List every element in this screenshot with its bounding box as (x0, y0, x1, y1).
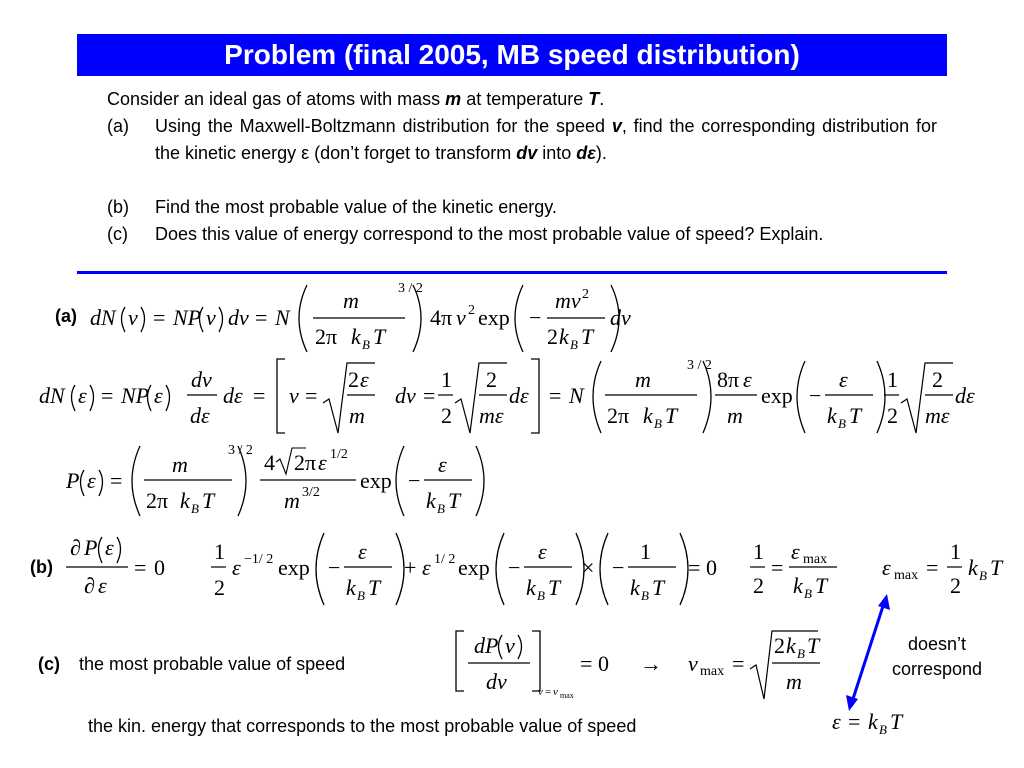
svg-text:=: = (110, 468, 123, 493)
equation-energy-transform (35, 355, 990, 440)
svg-text:4: 4 (264, 450, 275, 475)
svg-text:T: T (807, 633, 820, 658)
intro-part-3: . (599, 89, 605, 109)
svg-text:2π: 2π (607, 403, 630, 428)
svg-text:mε: mε (925, 403, 950, 428)
svg-text:B: B (641, 588, 649, 603)
svg-text:ε: ε (154, 383, 163, 408)
svg-text:T: T (581, 324, 594, 349)
item-b-text: Find the most probable value of the kinetic energy. (155, 197, 557, 217)
svg-text:T: T (373, 324, 386, 349)
svg-text:0: 0 (706, 555, 717, 580)
svg-text:=: = (101, 383, 114, 408)
svg-text:T: T (665, 403, 678, 428)
svg-text:3 / 2: 3 / 2 (398, 281, 423, 296)
svg-text:k: k (346, 575, 356, 600)
svg-text:ε: ε (882, 555, 891, 580)
svg-text:2: 2 (441, 403, 452, 428)
svg-text:=: = (255, 305, 268, 330)
note-line-1: doesn’t (907, 634, 967, 654)
svg-text:0: 0 (598, 651, 609, 676)
svg-text:1: 1 (441, 367, 452, 392)
part-c-text: the most probable value of speed (79, 654, 346, 674)
svg-text:=: = (545, 686, 552, 698)
svg-text:ε: ε (105, 535, 114, 560)
equation-derivative-zero (62, 525, 722, 610)
svg-text:ε: ε (87, 468, 96, 493)
svg-text:P: P (84, 535, 98, 560)
svg-text:v: v (456, 305, 466, 330)
equation-half-ratio (745, 533, 845, 603)
svg-text:k: k (643, 403, 653, 428)
svg-text:1: 1 (640, 539, 651, 564)
svg-text:B: B (537, 588, 545, 603)
note-line-2: correspond (891, 659, 983, 679)
svg-text:k: k (827, 403, 837, 428)
svg-text:=: = (253, 383, 266, 408)
svg-text:−: − (508, 555, 521, 580)
svg-text:−: − (328, 555, 341, 580)
equation-speed-max (450, 625, 830, 705)
svg-text:=: = (732, 651, 745, 676)
item-a-text (155, 113, 937, 167)
svg-text:1/2: 1/2 (330, 447, 348, 462)
svg-text:2π: 2π (294, 450, 317, 475)
svg-text:exp: exp (458, 555, 490, 580)
svg-text:dN: dN (39, 383, 65, 408)
svg-text:T: T (448, 488, 461, 513)
svg-text:−: − (529, 305, 542, 330)
svg-text:mv: mv (555, 288, 581, 313)
item-a-label: (a) (107, 116, 129, 136)
svg-text:B: B (979, 568, 987, 583)
svg-text:=: = (153, 305, 166, 330)
svg-text:ε: ε (360, 367, 369, 392)
svg-text:ε: ε (743, 367, 752, 392)
svg-text:max: max (894, 568, 919, 583)
svg-text:=: = (688, 555, 701, 580)
item-a-text-4: into (537, 143, 577, 163)
svg-text:T: T (202, 488, 215, 513)
bottom-text: the kin. energy that corresponds to the most probable value of speed (88, 716, 637, 736)
svg-text:T: T (815, 573, 828, 598)
part-b-label: (b) (30, 557, 53, 577)
svg-text:dv: dv (191, 367, 212, 392)
svg-text:2: 2 (486, 367, 497, 392)
equation-a-dv-tail: dv (610, 305, 631, 330)
svg-text:ε: ε (78, 383, 87, 408)
svg-text:1/ 2: 1/ 2 (434, 552, 456, 567)
svg-text:P: P (66, 468, 80, 493)
svg-text:m: m (343, 288, 359, 313)
intro-mass-symbol: m (445, 89, 462, 109)
svg-text:3 / 2: 3 / 2 (687, 358, 712, 373)
svg-text:k: k (630, 575, 640, 600)
part-a-label: (a) (55, 306, 77, 326)
svg-text:dv: dv (486, 669, 507, 694)
svg-text:v: v (206, 305, 216, 330)
part-c-label: (c) (38, 654, 60, 674)
svg-text:m: m (786, 669, 802, 694)
svg-text:T: T (890, 709, 903, 734)
svg-text:1: 1 (753, 539, 764, 564)
intro-part-2: at temperature (461, 89, 589, 109)
intro-text (107, 86, 937, 113)
svg-text:dN: dN (90, 305, 116, 330)
svg-text:dε: dε (223, 383, 243, 408)
item-c-text: Does this value of energy correspond to the most probable value of speed? Explain. (155, 224, 824, 244)
item-a-energy-symbol: ε (301, 143, 310, 163)
svg-text:2: 2 (774, 633, 785, 658)
svg-text:m: m (727, 403, 743, 428)
svg-text:T: T (652, 575, 665, 600)
svg-text:dP: dP (474, 633, 499, 658)
equation-speed-distribution (85, 280, 645, 355)
item-a-text-1: Using the Maxwell-Boltzmann distribution for the speed (155, 116, 612, 136)
svg-text:v: v (128, 305, 138, 330)
svg-text:0: 0 (154, 555, 165, 580)
svg-text:dε: dε (509, 383, 529, 408)
svg-text:ε: ε (438, 452, 447, 477)
svg-text:B: B (879, 722, 887, 737)
divider-rule (77, 271, 947, 274)
svg-text:N: N (569, 383, 584, 408)
svg-text:8π: 8π (717, 367, 740, 392)
svg-text:2: 2 (214, 575, 225, 600)
svg-text:m: m (349, 403, 365, 428)
svg-text:3 / 2: 3 / 2 (228, 443, 253, 458)
problem-item-c (107, 221, 937, 248)
svg-text:ε: ε (839, 367, 848, 392)
svg-text:k: k (786, 633, 796, 658)
svg-text:2: 2 (582, 287, 589, 302)
svg-text:T: T (368, 575, 381, 600)
svg-text:ε: ε (791, 539, 800, 564)
svg-text:2: 2 (753, 573, 764, 598)
double-arrow (838, 590, 898, 715)
svg-text:N: N (275, 305, 290, 330)
problem-item-b (107, 194, 937, 221)
slide-title: Problem (final 2005, MB speed distribution) (77, 34, 947, 76)
svg-text:B: B (654, 416, 662, 431)
svg-text:ε: ε (318, 450, 327, 475)
svg-text:2: 2 (887, 403, 898, 428)
svg-text:B: B (191, 501, 199, 516)
svg-text:m: m (284, 488, 300, 513)
svg-text:NP: NP (121, 383, 150, 408)
svg-text:T: T (990, 555, 1003, 580)
item-a-text-5: ). (595, 143, 607, 163)
svg-text:∂: ∂ (70, 535, 81, 560)
svg-text:=: = (848, 709, 861, 734)
svg-text:T: T (548, 575, 561, 600)
svg-text:ε: ε (832, 709, 841, 734)
svg-text:−: − (408, 468, 421, 493)
item-a-text-3: (don’t forget to transform (309, 143, 517, 163)
svg-text:k: k (968, 555, 978, 580)
svg-text:B: B (570, 337, 578, 352)
item-a-dv: dv (516, 143, 538, 163)
intro-temp-symbol: T (588, 89, 600, 109)
svg-text:k: k (793, 573, 803, 598)
svg-text:B: B (437, 501, 445, 516)
svg-text:B: B (838, 416, 846, 431)
svg-text:NP: NP (173, 305, 202, 330)
svg-text:T: T (849, 403, 862, 428)
problem-item-a (107, 113, 937, 167)
svg-text:4π: 4π (430, 305, 453, 330)
svg-text:k: k (351, 324, 361, 349)
svg-text:B: B (804, 586, 812, 601)
svg-text:v: v (289, 383, 299, 408)
svg-text:1: 1 (887, 367, 898, 392)
svg-text:1: 1 (214, 539, 225, 564)
svg-text:2: 2 (547, 324, 558, 349)
svg-text:dε: dε (955, 383, 975, 408)
svg-text:ε: ε (232, 555, 241, 580)
svg-text:ε: ε (98, 573, 107, 598)
svg-text:−: − (612, 555, 625, 580)
svg-text:2: 2 (950, 573, 961, 598)
svg-text:exp: exp (360, 468, 392, 493)
svg-text:=: = (771, 555, 784, 580)
svg-text:v: v (553, 686, 558, 698)
svg-text:v: v (538, 686, 543, 698)
svg-text:ε: ε (422, 555, 431, 580)
item-a-text-2: , find the corresponding distribution for the kinetic energy (155, 116, 937, 163)
svg-text:3/2: 3/2 (302, 485, 320, 500)
svg-text:2: 2 (932, 367, 943, 392)
svg-text:k: k (426, 488, 436, 513)
item-a-speed-symbol: v (611, 116, 622, 136)
svg-text:dv: dv (228, 305, 249, 330)
svg-text:mε: mε (479, 403, 504, 428)
svg-text:B: B (362, 337, 370, 352)
svg-text:v: v (688, 651, 698, 676)
svg-text:exp: exp (761, 383, 793, 408)
svg-text:+: + (404, 555, 417, 580)
svg-text:dε: dε (190, 403, 210, 428)
svg-text:k: k (559, 324, 569, 349)
svg-text:dv: dv (395, 383, 416, 408)
equation-eps-max (878, 533, 1018, 603)
svg-text:exp: exp (478, 305, 510, 330)
intro-part-1: Consider an ideal gas of atoms with mass (107, 89, 446, 109)
svg-text:max: max (803, 552, 828, 567)
svg-text:ε: ε (358, 539, 367, 564)
svg-text:m: m (635, 367, 651, 392)
svg-text:−1/ 2: −1/ 2 (244, 552, 274, 567)
svg-text:→: → (640, 651, 662, 676)
svg-text:B: B (357, 588, 365, 603)
svg-text:ε: ε (538, 539, 547, 564)
svg-text:−: − (809, 383, 822, 408)
svg-text:B: B (797, 646, 805, 661)
item-b-label: (b) (107, 197, 129, 217)
svg-text:k: k (180, 488, 190, 513)
equation-energy-distribution (60, 440, 490, 520)
svg-text:2: 2 (348, 367, 359, 392)
item-a-de: dε (576, 143, 596, 163)
svg-text:∂: ∂ (84, 573, 95, 598)
svg-text:k: k (526, 575, 536, 600)
svg-text:=: = (423, 383, 436, 408)
svg-text:=: = (926, 555, 939, 580)
item-c-label: (c) (107, 224, 128, 244)
svg-text:k: k (868, 709, 878, 734)
svg-text:max: max (700, 664, 725, 679)
svg-text:=: = (549, 383, 562, 408)
svg-text:v: v (505, 633, 515, 658)
svg-text:1: 1 (950, 539, 961, 564)
svg-text:=: = (580, 651, 593, 676)
svg-text:2: 2 (468, 303, 475, 318)
svg-text:exp: exp (278, 555, 310, 580)
svg-text:2π: 2π (146, 488, 169, 513)
svg-text:max: max (560, 691, 574, 700)
svg-text:=: = (305, 383, 318, 408)
svg-text:=: = (134, 555, 147, 580)
equation-eps-kt (828, 703, 918, 743)
svg-text:2π: 2π (315, 324, 338, 349)
svg-text:m: m (172, 452, 188, 477)
svg-text:×: × (582, 555, 595, 580)
